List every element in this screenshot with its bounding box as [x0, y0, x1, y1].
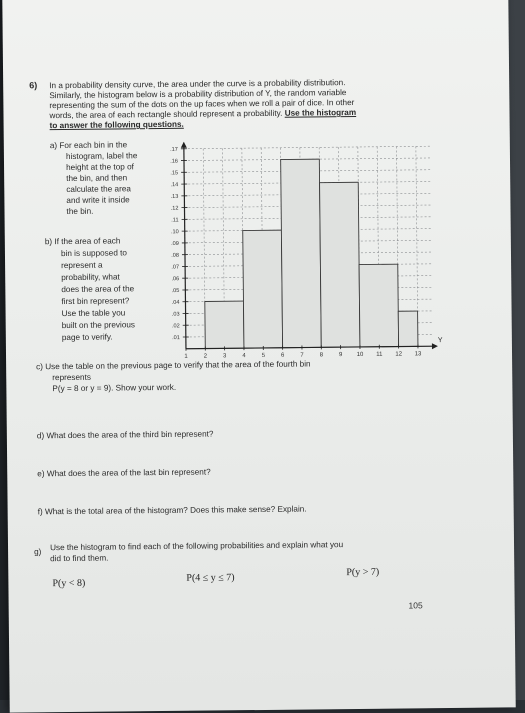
- y-axis-arrow: [181, 142, 187, 148]
- x-tick-label: 9: [339, 352, 343, 358]
- x-tick-label: 5: [262, 353, 266, 359]
- intro-line-3: representing the sum of the dots on the up faces when we roll a pair of dice. In other: [49, 97, 354, 111]
- intro-underline-line: to answer the following questions.: [50, 119, 184, 131]
- part-b-line: does the area of the: [61, 283, 134, 295]
- x-tick-label: 4: [242, 353, 246, 359]
- y-tick-label: .11: [171, 217, 178, 223]
- x-tick-label: 11: [376, 352, 383, 358]
- y-tick-label: .01: [172, 335, 180, 341]
- y-tick-label: .03: [172, 312, 180, 318]
- part-a-line: the bin.: [66, 206, 93, 217]
- part-b-line: probability, what: [61, 271, 120, 283]
- grid-line-horizontal: [184, 146, 430, 149]
- y-tick-label: .04: [172, 300, 180, 306]
- part-c-line: c) Use the table on the previous page to verify that the area of the fourth bin: [36, 358, 311, 372]
- x-tick-label: 10: [357, 352, 364, 358]
- y-tick-label: .06: [171, 276, 179, 282]
- part-b-line: first bin represent?: [61, 295, 129, 307]
- y-tick-label: .15: [170, 170, 178, 176]
- x-tick-label: 6: [281, 353, 285, 359]
- part-a-line: and write it inside: [66, 194, 129, 206]
- y-tick-label: .02: [172, 323, 180, 329]
- part-b-line: built on the previous: [62, 319, 135, 331]
- y-tick-label: .12: [171, 206, 179, 212]
- part-b-line: represent a: [61, 260, 103, 271]
- y-tick-label: .14: [170, 182, 178, 188]
- part-b-line: bin is supposed to: [61, 247, 127, 259]
- y-tick-label: .09: [171, 241, 179, 247]
- part-c-line: represents: [52, 372, 91, 383]
- prob-less-than-8: P(y < 8): [52, 578, 85, 589]
- x-tick-label: 1: [184, 354, 188, 360]
- prob-between-4-and-7: P(4 ≤ y ≤ 7): [186, 572, 234, 584]
- y-tick-label: .08: [171, 253, 179, 259]
- part-b-line: b) If the area of each: [45, 235, 121, 247]
- x-tick-label: 13: [415, 351, 422, 357]
- prob-greater-than-7: P(y > 7): [346, 567, 379, 578]
- intro-line-4-text: words, the area of each rectangle should represent a probability.: [49, 109, 282, 120]
- histogram-bin: [359, 264, 399, 347]
- histogram-bin: [243, 230, 283, 348]
- histogram-bin: [320, 182, 360, 347]
- x-tick-label: 3: [223, 353, 227, 359]
- part-a-line: calculate the area: [66, 183, 131, 195]
- part-a-line: histogram, label the: [66, 150, 138, 162]
- y-tick-label: .16: [170, 159, 178, 165]
- part-b-line: page to verify.: [62, 332, 113, 344]
- part-a-line: the bin, and then: [66, 172, 127, 184]
- intro-line-2: Similarly, the histogram below is a probability distribution of Y, the random variable: [49, 87, 346, 101]
- part-f: f) What is the total area of the histogram? Does this make sense? Explain.: [38, 504, 307, 518]
- worksheet-page: [2, 0, 515, 713]
- part-b-line: Use the table you: [62, 307, 126, 319]
- part-c-line: P(y = 8 or y = 9). Show your work.: [52, 382, 176, 394]
- y-axis: [184, 143, 186, 349]
- part-g-label: g): [34, 546, 41, 557]
- x-tick-label: 8: [320, 352, 324, 358]
- part-e: e) What does the area of the last bin represent?: [37, 467, 211, 480]
- part-g-line: did to find them.: [50, 553, 108, 565]
- histogram-bin: [205, 301, 244, 348]
- part-g-line: Use the histogram to find each of the following probabilities and explain what you: [50, 539, 343, 553]
- page-number: 105: [408, 600, 422, 610]
- x-tick-label: 2: [204, 354, 208, 360]
- part-a-line: a) For each bin in the: [50, 139, 127, 151]
- y-tick-label: .17: [170, 147, 178, 153]
- y-tick-label: .07: [171, 264, 179, 270]
- intro-underline-tail: Use the histogram: [285, 108, 357, 118]
- question-number: 6): [29, 80, 37, 91]
- x-tick-label: 12: [395, 351, 402, 357]
- x-tick-label: 7: [300, 353, 304, 359]
- y-tick-label: .05: [172, 288, 180, 294]
- bars-layer: [203, 158, 418, 348]
- x-axis-label: Y: [438, 337, 443, 344]
- probability-histogram: [154, 138, 436, 371]
- part-a-line: height at the top of: [66, 161, 134, 173]
- intro-line-1: In a probability density curve, the area under the curve is a probability distribution.: [49, 77, 345, 91]
- y-tick-label: .13: [171, 194, 179, 200]
- part-d: d) What does the area of the third bin represent?: [37, 428, 214, 441]
- y-tick-label: .10: [171, 229, 179, 235]
- histogram-bin: [281, 159, 322, 348]
- histogram-bin: [398, 311, 418, 346]
